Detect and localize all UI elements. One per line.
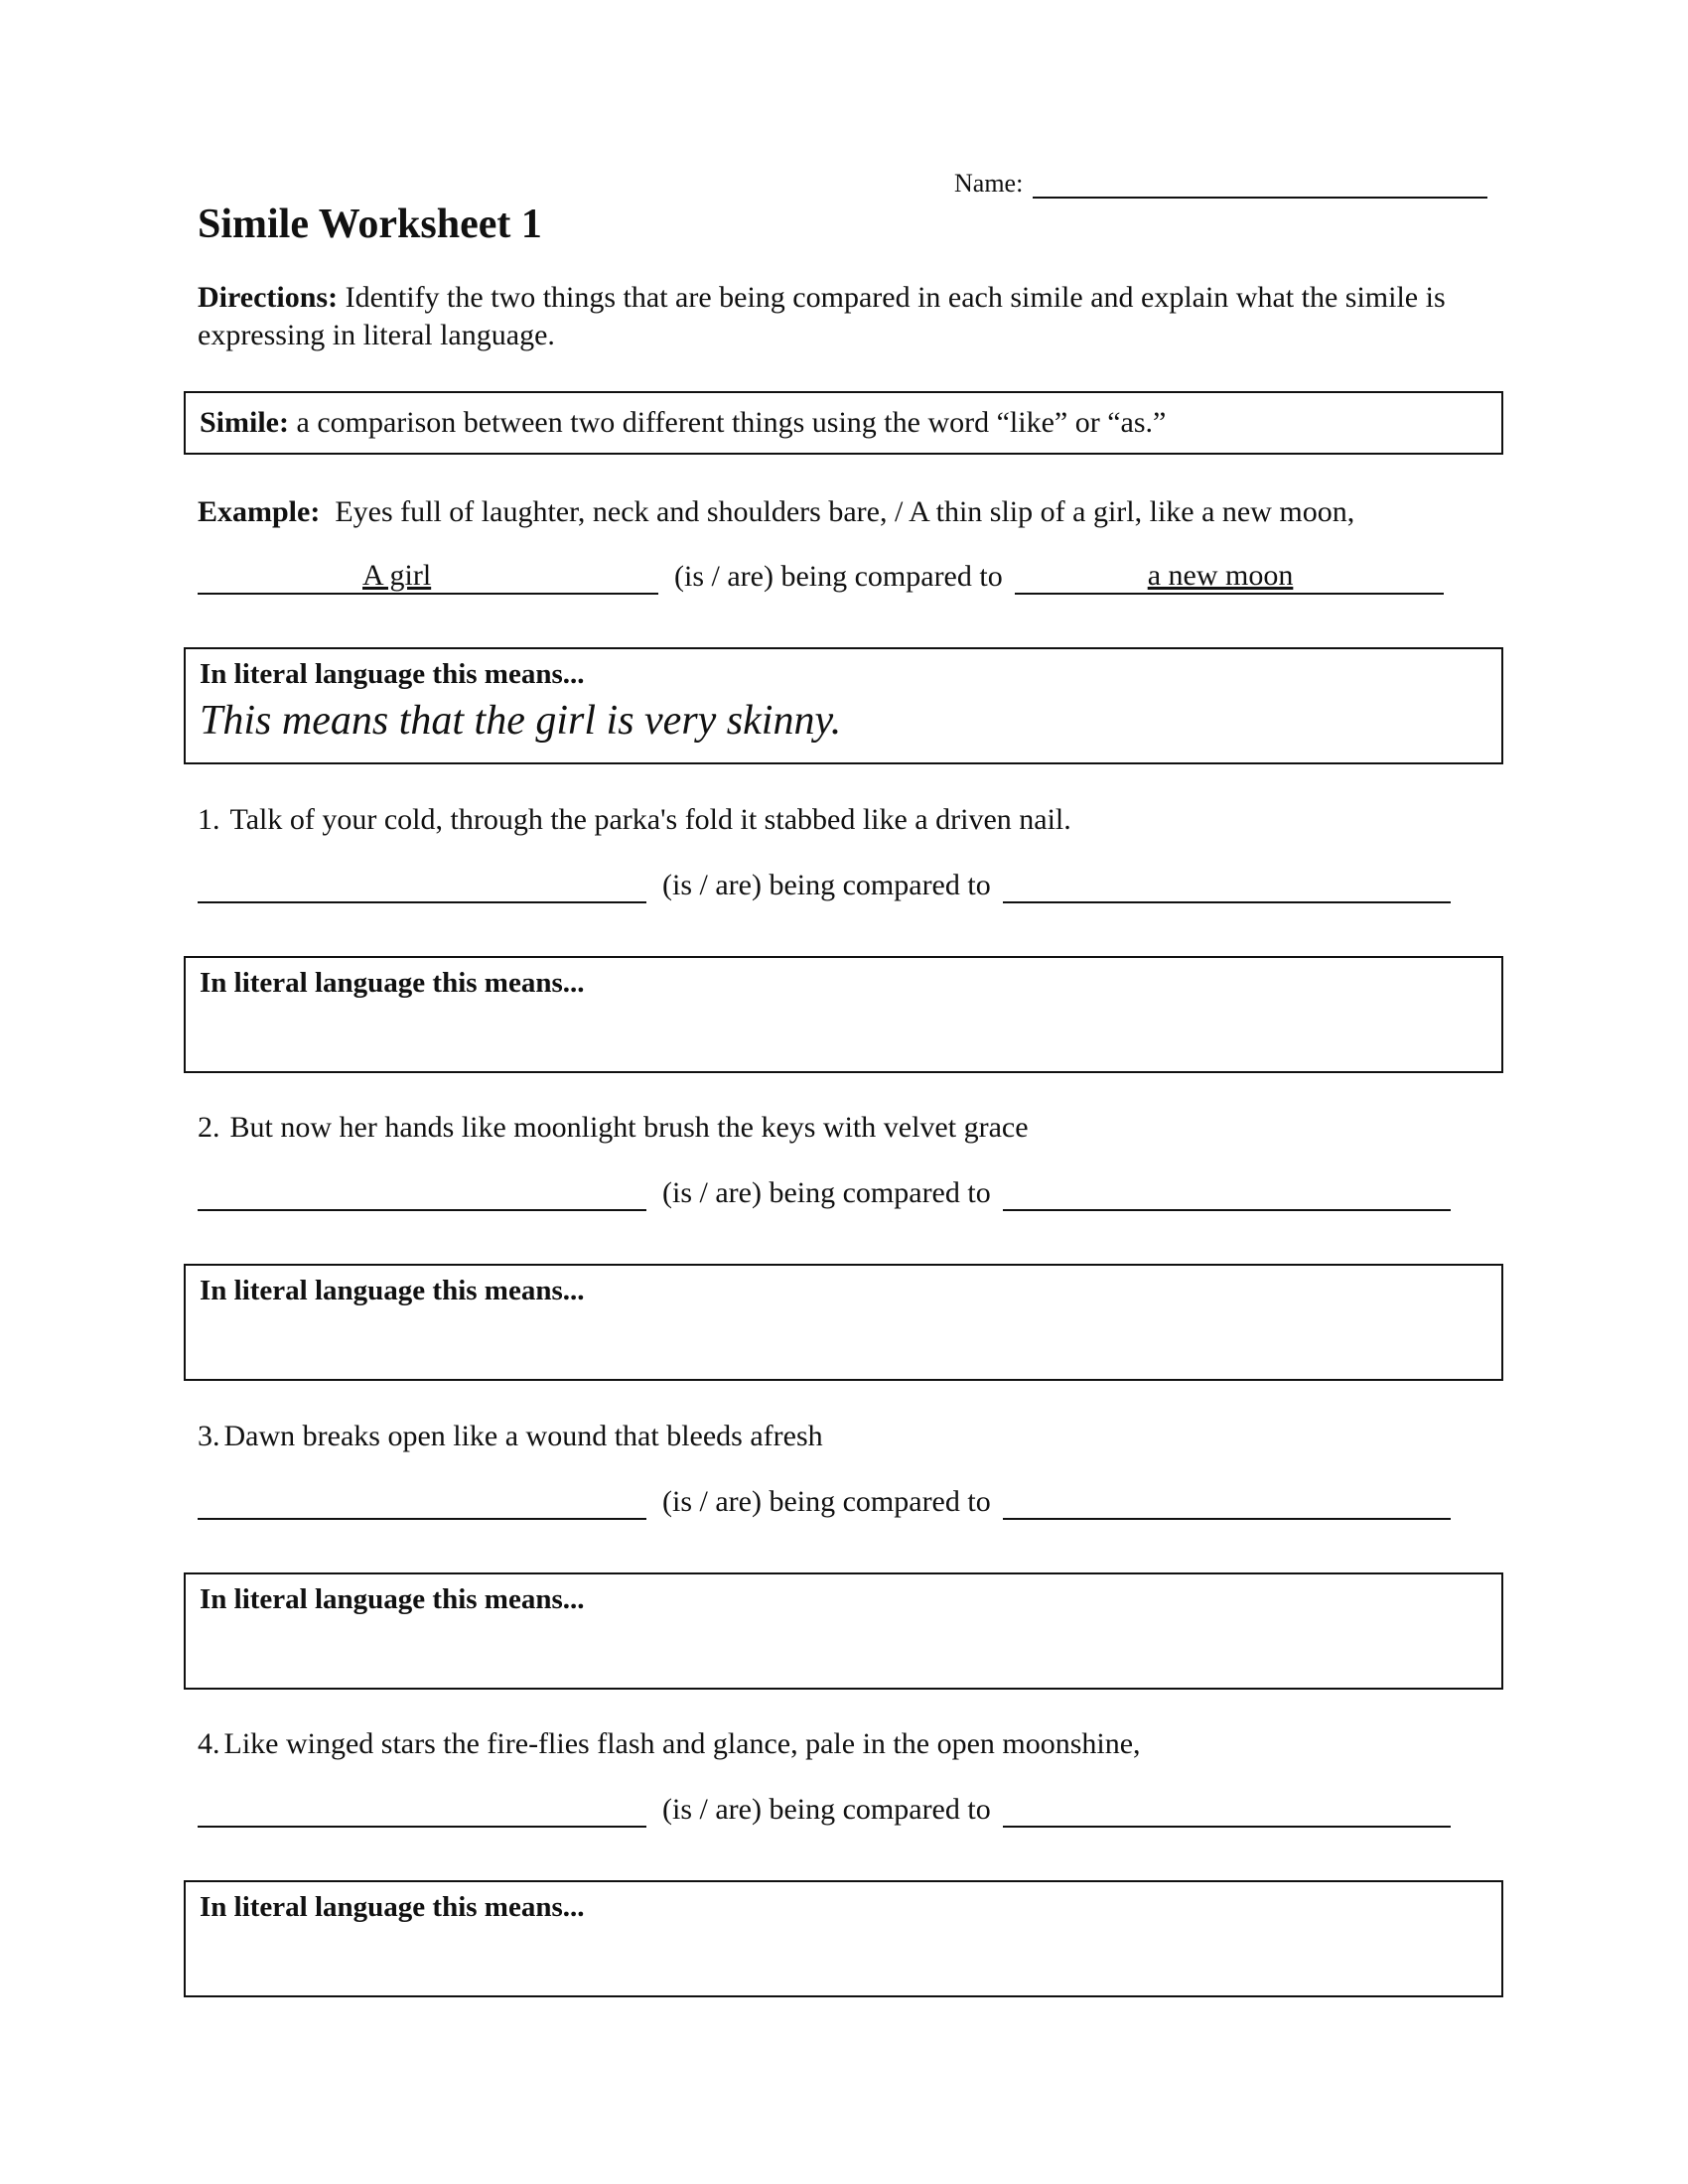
directions-label: Directions: bbox=[198, 281, 339, 314]
example-meaning-box bbox=[184, 647, 1503, 764]
question-4 bbox=[198, 1727, 1141, 1761]
definition-text: a comparison between two different things using the word “like” or “as.” bbox=[289, 406, 1167, 439]
name-field bbox=[954, 169, 1487, 199]
example-text: Eyes full of laughter, neck and shoulders bare, / A thin slip of a girl, like a new moon, bbox=[335, 495, 1355, 528]
answer-blank-left[interactable] bbox=[198, 1173, 646, 1211]
question-2-meaning-box[interactable] bbox=[184, 1264, 1503, 1381]
question-number: 3. bbox=[198, 1420, 220, 1452]
question-3-meaning-box[interactable] bbox=[184, 1572, 1503, 1690]
meaning-label: In literal language this means... bbox=[200, 1583, 585, 1615]
compare-text: (is / are) being compared to bbox=[662, 1793, 991, 1826]
simile-definition-box bbox=[184, 391, 1503, 455]
question-number: 2. bbox=[198, 1111, 220, 1144]
answer-blank-right[interactable] bbox=[1003, 866, 1451, 903]
example-answer-right: a new moon bbox=[1147, 559, 1294, 592]
answer-blank-left[interactable] bbox=[198, 1482, 646, 1520]
question-number: 1. bbox=[198, 803, 220, 836]
question-number: 4. bbox=[198, 1727, 220, 1760]
compare-text: (is / are) being compared to bbox=[662, 1176, 991, 1209]
page-title: Simile Worksheet 1 bbox=[198, 202, 542, 247]
question-text: Like winged stars the fire-flies flash and glance, pale in the open moonshine, bbox=[223, 1727, 1141, 1760]
example-meaning-answer: This means that the girl is very skinny. bbox=[200, 698, 842, 744]
answer-blank-right[interactable] bbox=[1003, 1173, 1451, 1211]
meaning-label: In literal language this means... bbox=[200, 1275, 585, 1306]
answer-blank-right[interactable] bbox=[1003, 1482, 1451, 1520]
question-text: Dawn breaks open like a wound that bleeds afresh bbox=[223, 1420, 823, 1452]
question-2 bbox=[198, 1111, 1029, 1145]
question-4-compare-row bbox=[198, 1788, 1488, 1828]
meaning-label: In literal language this means... bbox=[200, 967, 585, 999]
answer-blank-left[interactable] bbox=[198, 1790, 646, 1828]
definition-label: Simile: bbox=[200, 406, 289, 439]
question-4-meaning-box[interactable] bbox=[184, 1880, 1503, 1997]
directions-text: Identify the two things that are being compared in each simile and explain what the simile is expressing in literal language. bbox=[198, 281, 1446, 351]
question-1-compare-row bbox=[198, 864, 1488, 903]
compare-text: (is / are) being compared to bbox=[662, 1485, 991, 1518]
meaning-label: In literal language this means... bbox=[200, 1891, 585, 1923]
example-compare-row bbox=[198, 555, 1488, 595]
question-1 bbox=[198, 803, 1071, 837]
compare-text: (is / are) being compared to bbox=[662, 869, 991, 901]
answer-blank-left[interactable] bbox=[198, 866, 646, 903]
question-2-compare-row bbox=[198, 1171, 1488, 1211]
name-label: Name: bbox=[954, 169, 1024, 198]
example-answer-left: A girl bbox=[362, 559, 432, 592]
example-blank-right bbox=[1015, 557, 1444, 595]
compare-text: (is / are) being compared to bbox=[674, 560, 1003, 593]
question-text: Talk of your cold, through the parka's fold it stabbed like a driven nail. bbox=[229, 803, 1071, 836]
directions bbox=[198, 279, 1488, 354]
example-label: Example: bbox=[198, 495, 321, 528]
example-prompt bbox=[198, 495, 1354, 529]
answer-blank-right[interactable] bbox=[1003, 1790, 1451, 1828]
question-3 bbox=[198, 1420, 823, 1453]
example-blank-left bbox=[198, 557, 658, 595]
question-text: But now her hands like moonlight brush the keys with velvet grace bbox=[229, 1111, 1029, 1144]
meaning-label: In literal language this means... bbox=[200, 658, 585, 690]
name-input-line[interactable] bbox=[1033, 173, 1487, 199]
question-3-compare-row bbox=[198, 1480, 1488, 1520]
question-1-meaning-box[interactable] bbox=[184, 956, 1503, 1073]
